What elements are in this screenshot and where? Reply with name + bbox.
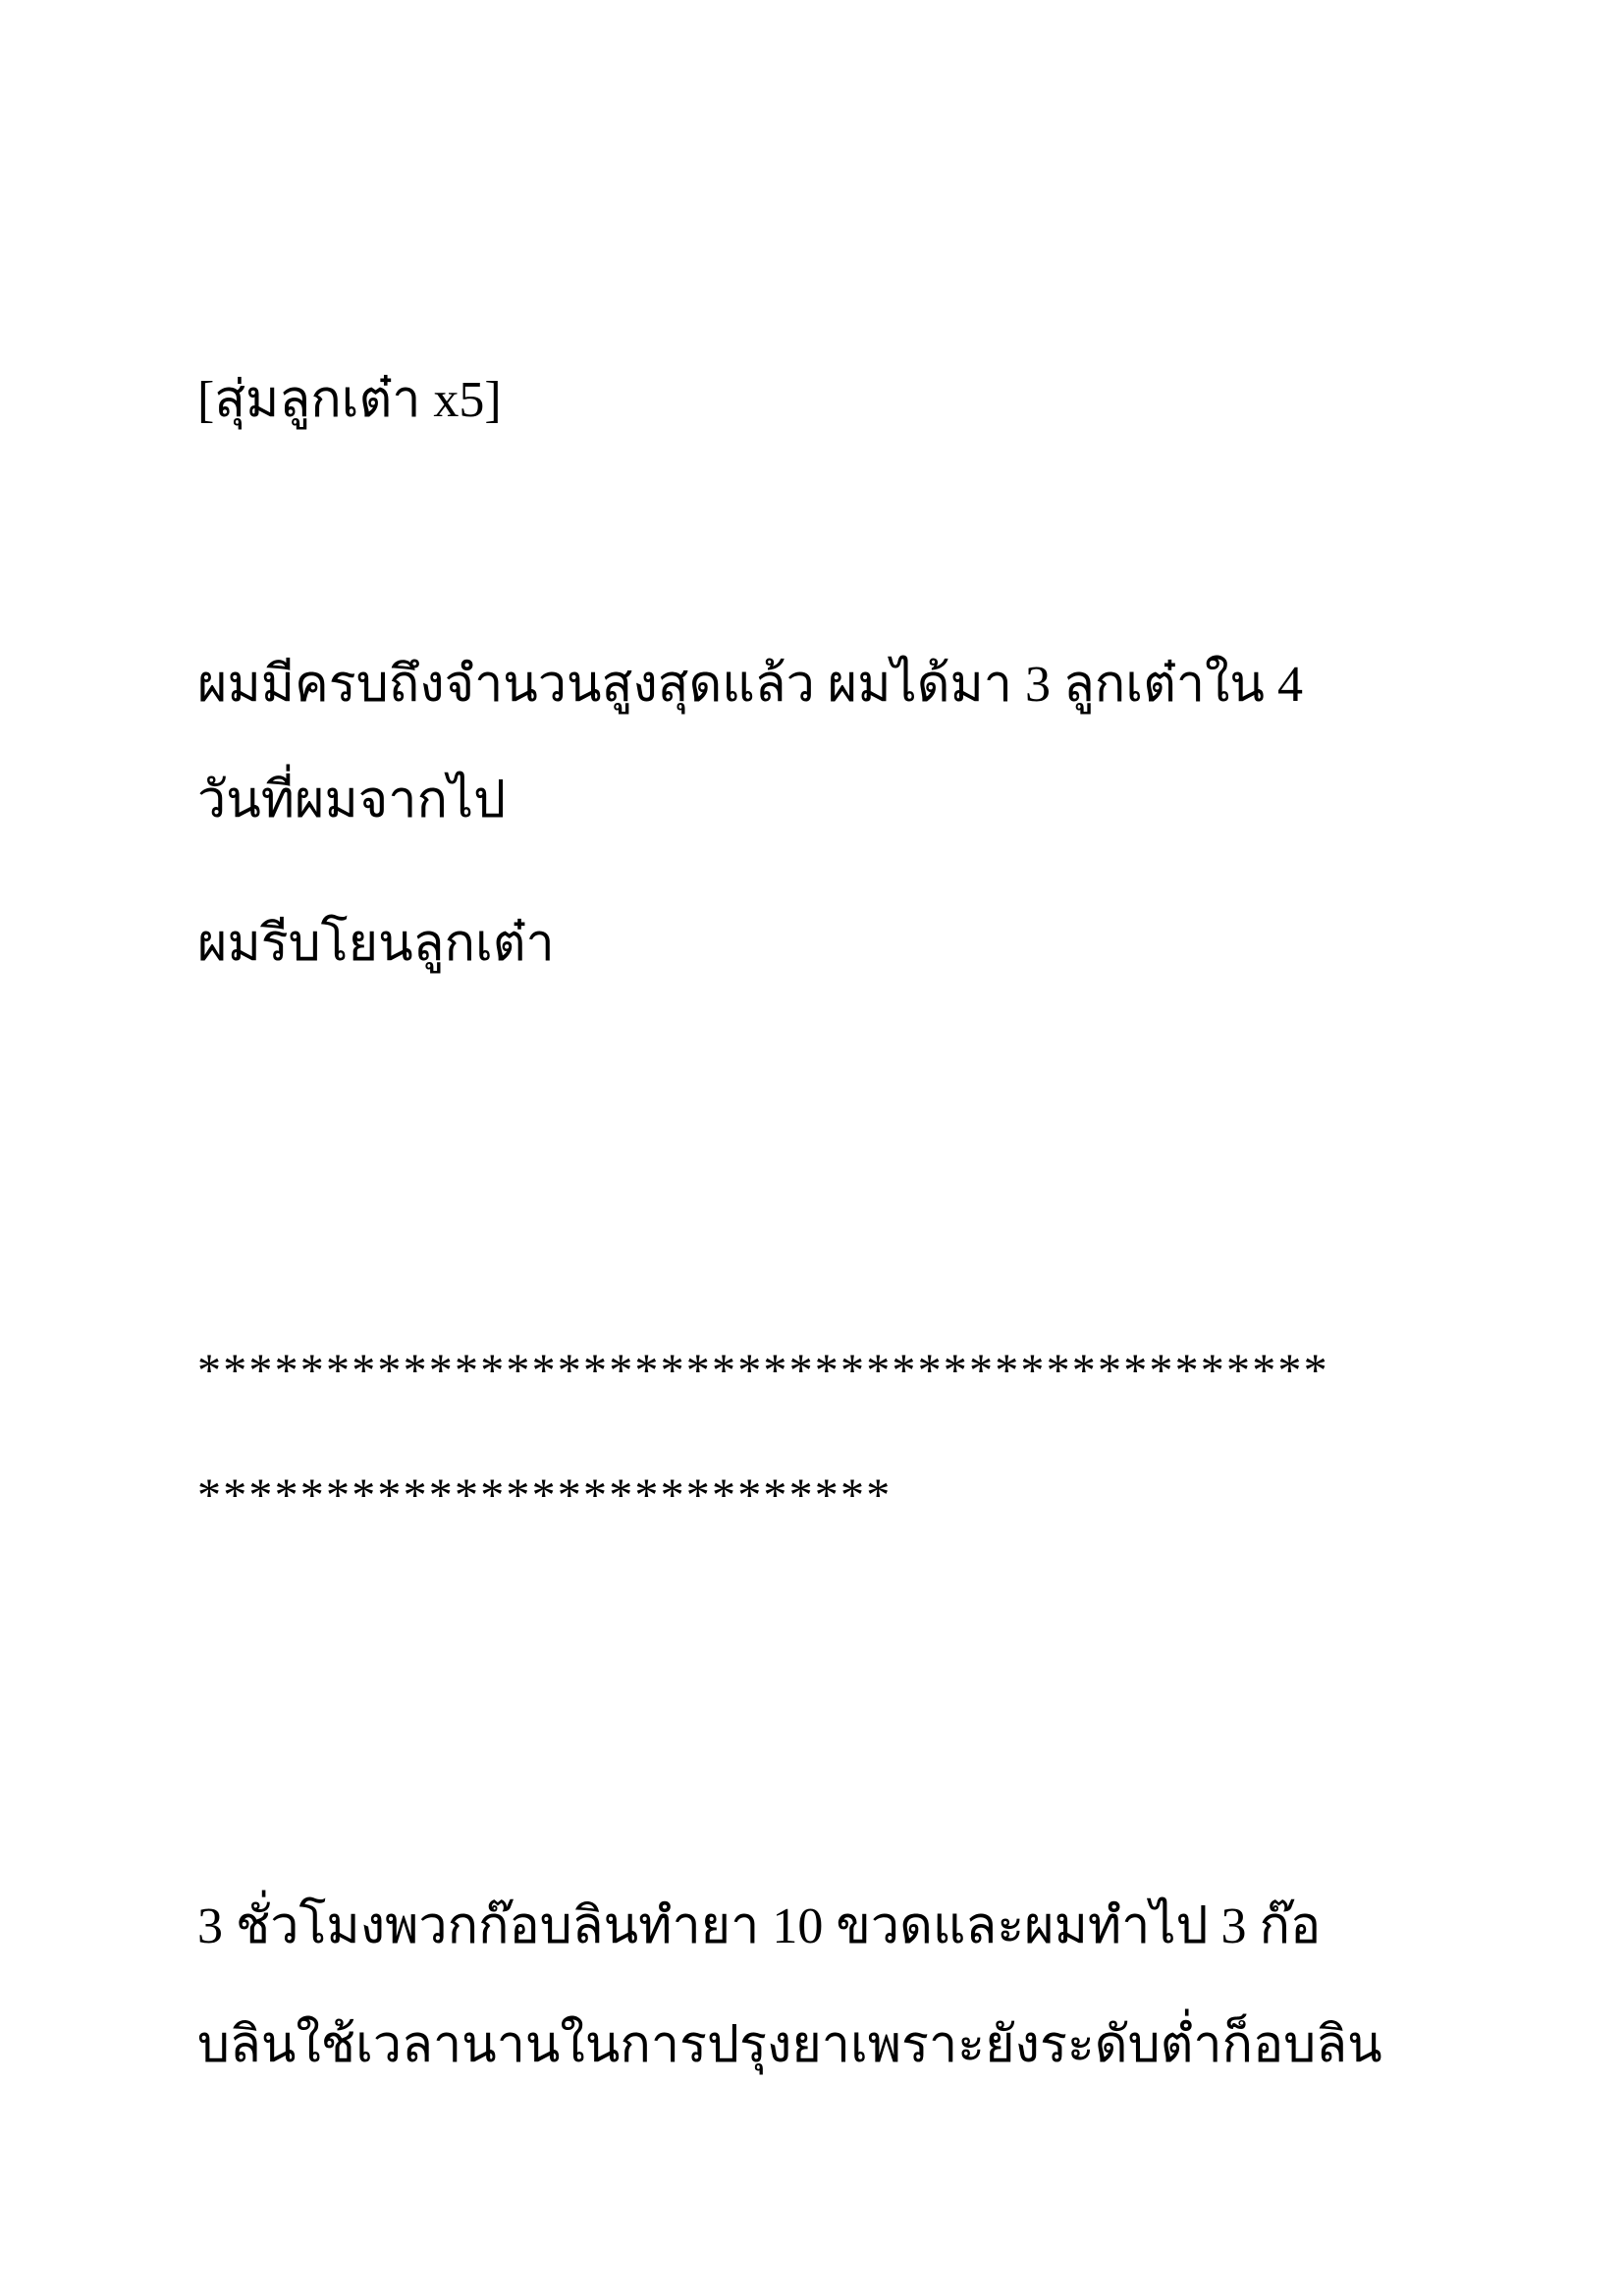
dice-roll-heading: [สุ่มลูกเต๋า x5]	[197, 372, 502, 428]
separator-line: ***************************	[197, 1469, 893, 1522]
paragraph-line: ผมมีครบถึงจำนวนสูงสุดแล้ว ผมได้มา 3 ลูกเต๋าใน 4	[197, 657, 1303, 713]
separator-line: ********************************************	[197, 1345, 1329, 1397]
paragraph-line: 3 ชั่วโมงพวกก๊อบลินทำยา 10 ขวดและผมทำไป 3 ก๊อ	[197, 1898, 1322, 1954]
paragraph-line: ผมรีบโยนลูกเต๋า	[197, 916, 555, 972]
paragraph-line: บลินใช้เวลานานในการปรุงยาเพราะยังระดับต่ำก็อบลิน	[197, 2017, 1382, 2073]
paragraph-line: วันที่ผมจากไป	[197, 773, 507, 828]
